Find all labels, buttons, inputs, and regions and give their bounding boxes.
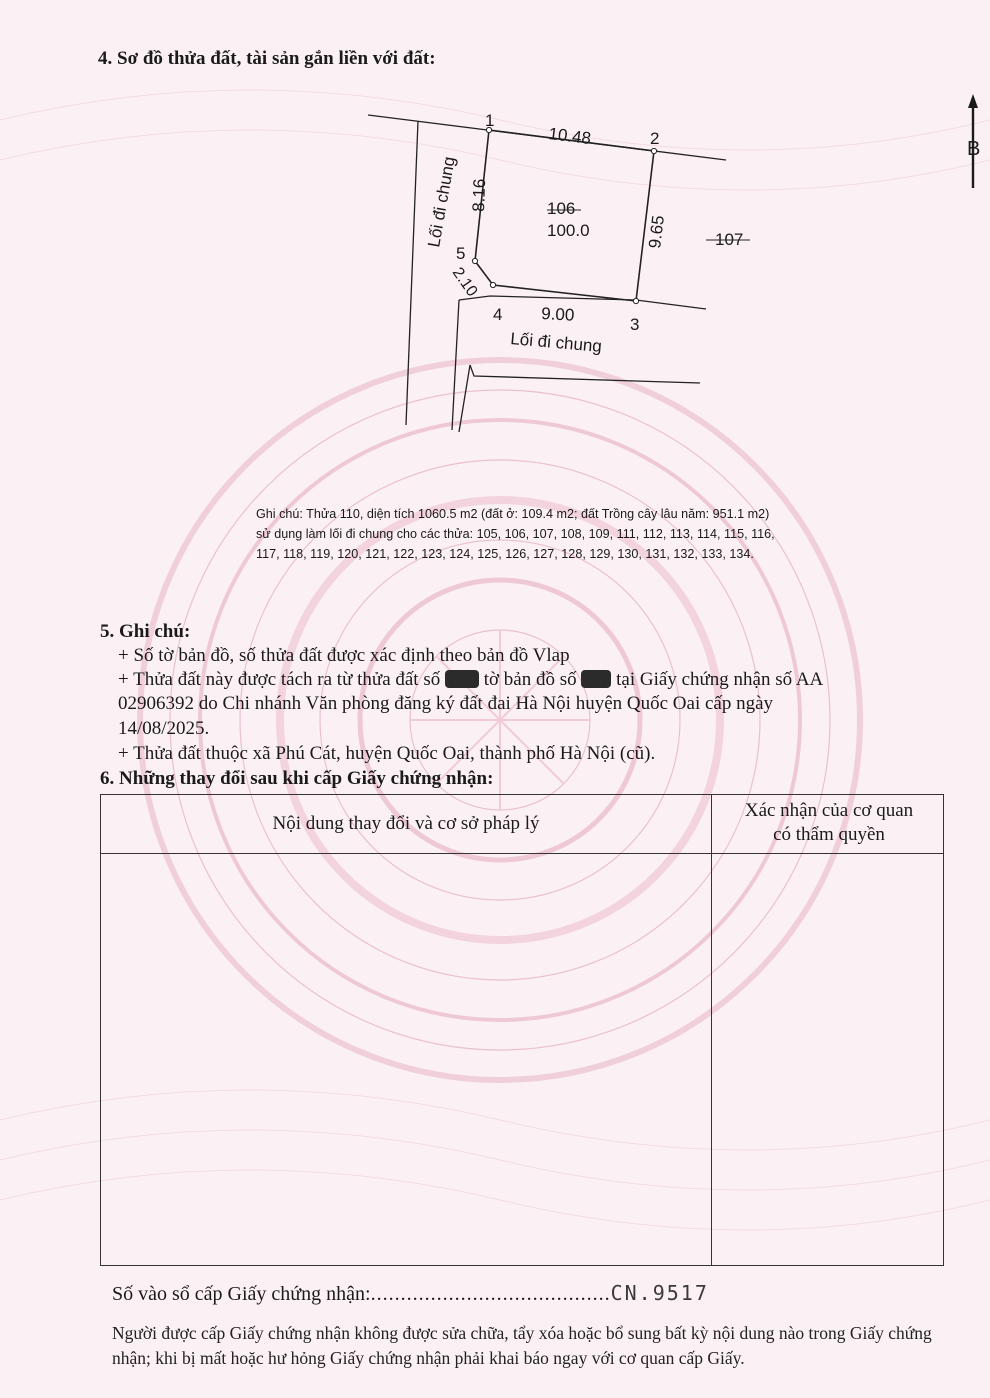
table-column-divider (711, 795, 712, 1265)
point-label-4: 4 (493, 305, 503, 324)
section-6-title: 6. Những thay đổi sau khi cấp Giấy chứng nhận: (100, 768, 494, 789)
registry-dots: ........................................ (370, 1283, 611, 1305)
registry-number-line (112, 1281, 709, 1306)
redacted-map-sheet-number (581, 670, 611, 688)
point-label-5: 5 (456, 244, 466, 263)
point-label-2: 2 (650, 129, 660, 148)
note-issue-date: 14/08/2025. (118, 718, 210, 739)
changes-table (100, 794, 944, 1266)
footer-warning: Người được cấp Giấy chứng nhận không được sửa chữa, tẩy xóa hoặc bổ sung bất kỳ nội dung nào trong Giấy chứng nhận; khi bị mất hoặc hư hỏng Giấy chứng nhận phải khai báo ngay với cơ quan cấp Giấy. (112, 1323, 932, 1368)
redacted-parcel-number (445, 670, 479, 688)
registry-label: Số vào sổ cấp Giấy chứng nhận: (112, 1283, 371, 1305)
note-split-part-1: + Thửa đất này được tách ra từ thửa đất số (118, 669, 441, 690)
table-header-divider (101, 853, 943, 854)
note-map-source: + Số tờ bản đồ, số thửa đất được xác định theo bản đồ Vlap (118, 645, 570, 666)
edge-length-1-2: 10.48 (547, 124, 593, 149)
header-change-content: Nội dung thay đổi và cơ sở pháp lý (272, 813, 540, 834)
note-certificate-issuer: 02906392 do Chi nhánh Văn phòng đăng ký đất đai Hà Nội huyện Quốc Oai cấp ngày (118, 693, 774, 714)
parcel-area: 100.0 (547, 221, 590, 240)
edge-length-3-4: 9.00 (540, 304, 575, 325)
sketch-note-line-2: sử dụng làm lối đi chung cho các thửa: 105, 106, 107, 108, 109, 111, 112, 113, 114, 115, 116, (256, 527, 775, 541)
road-label-bottom: Lối đi chung (509, 329, 603, 356)
sketch-note (256, 504, 856, 564)
parcel-sketch (0, 0, 990, 500)
registry-value: CN.9517 (610, 1281, 709, 1305)
section-4-title: 4. Sơ đồ thửa đất, tài sản gắn liền với đất: (98, 48, 436, 69)
header-authority-confirmation (713, 799, 945, 847)
edge-length-5-1: 8.16 (469, 178, 490, 213)
note-split-part-3: tại Giấy chứng nhận số AA (616, 669, 824, 690)
header-authority-line-2: có thẩm quyền (773, 824, 885, 845)
edge-length-4-5: 2.10 (448, 264, 481, 300)
sketch-note-line-3: 117, 118, 119, 120, 121, 122, 123, 124, 125, 126, 127, 128, 129, 130, 131, 132, 133, 134. (256, 547, 754, 561)
header-authority-line-1: Xác nhận của cơ quan (744, 800, 914, 821)
point-label-3: 3 (630, 315, 640, 334)
parcel-number: 106 (547, 199, 576, 218)
note-split-part-2: tờ bản đồ số (483, 669, 577, 690)
neighbor-parcel-number: 107 (715, 230, 744, 249)
point-label-1: 1 (485, 111, 495, 130)
sketch-note-line-1: Ghi chú: Thửa 110, diện tích 1060.5 m2 (đất ở: 109.4 m2; đất Trồng cây lâu năm: 951.1 m2) (256, 507, 770, 521)
note-location: + Thửa đất thuộc xã Phú Cát, huyện Quốc Oai, thành phố Hà Nội (cũ). (118, 743, 656, 764)
road-label-left: Lối đi chung (424, 155, 459, 249)
edge-length-2-3: 9.65 (645, 214, 669, 250)
note-split-origin (118, 669, 823, 691)
section-5-title: 5. Ghi chú: (100, 621, 191, 642)
north-label: B (967, 138, 981, 160)
